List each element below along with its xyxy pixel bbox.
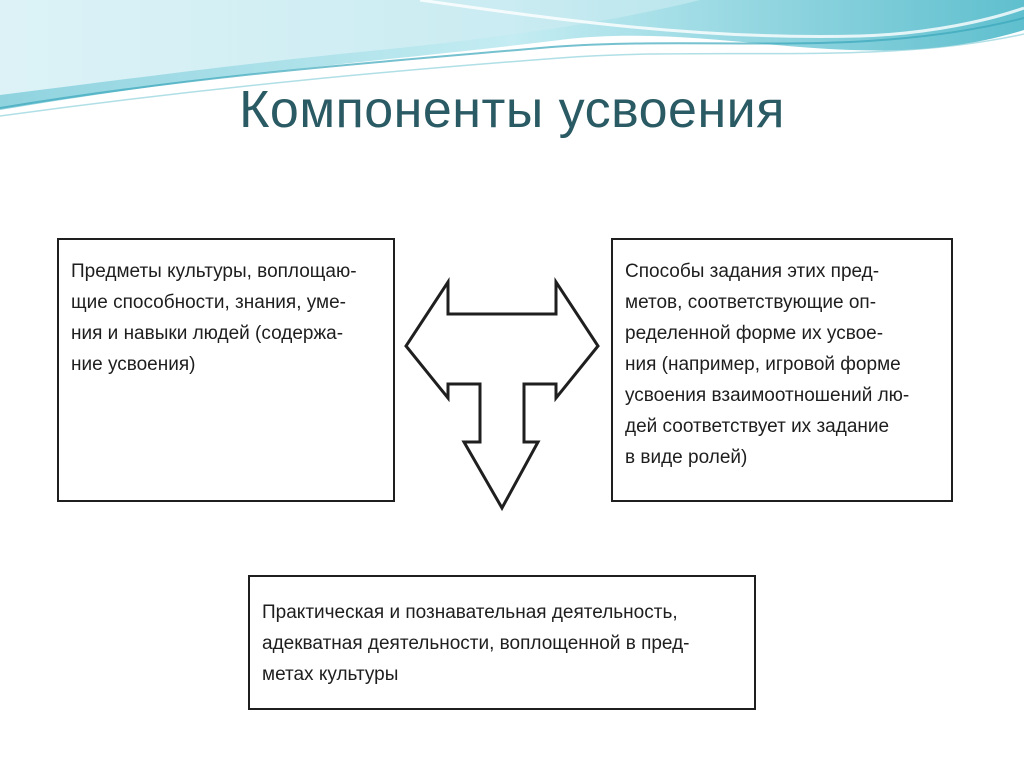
content-box-activity (248, 575, 756, 710)
content-box-culture-objects (57, 238, 395, 502)
content-box-culture-objects-text: Предметы культуры, воплощаю- щие способности, знания, уме- ния и навыки людей (содержа- ние усвоения) (71, 261, 357, 375)
content-box-activity-text: Практическая и познавательная деятельность, адекватная деятельности, воплощенной в пред- метах культуры (262, 602, 690, 685)
three-way-arrow-icon (400, 270, 604, 514)
content-box-methods (611, 238, 953, 502)
content-box-methods-text: Способы задания этих пред- метов, соответствующие оп- ределенной форме их усвое- ния (например, игровой форме усвоения взаимоотношений лю- дей соответствует их задание в виде ролей) (625, 261, 910, 468)
slide-title: Компоненты усвоения (239, 81, 785, 139)
